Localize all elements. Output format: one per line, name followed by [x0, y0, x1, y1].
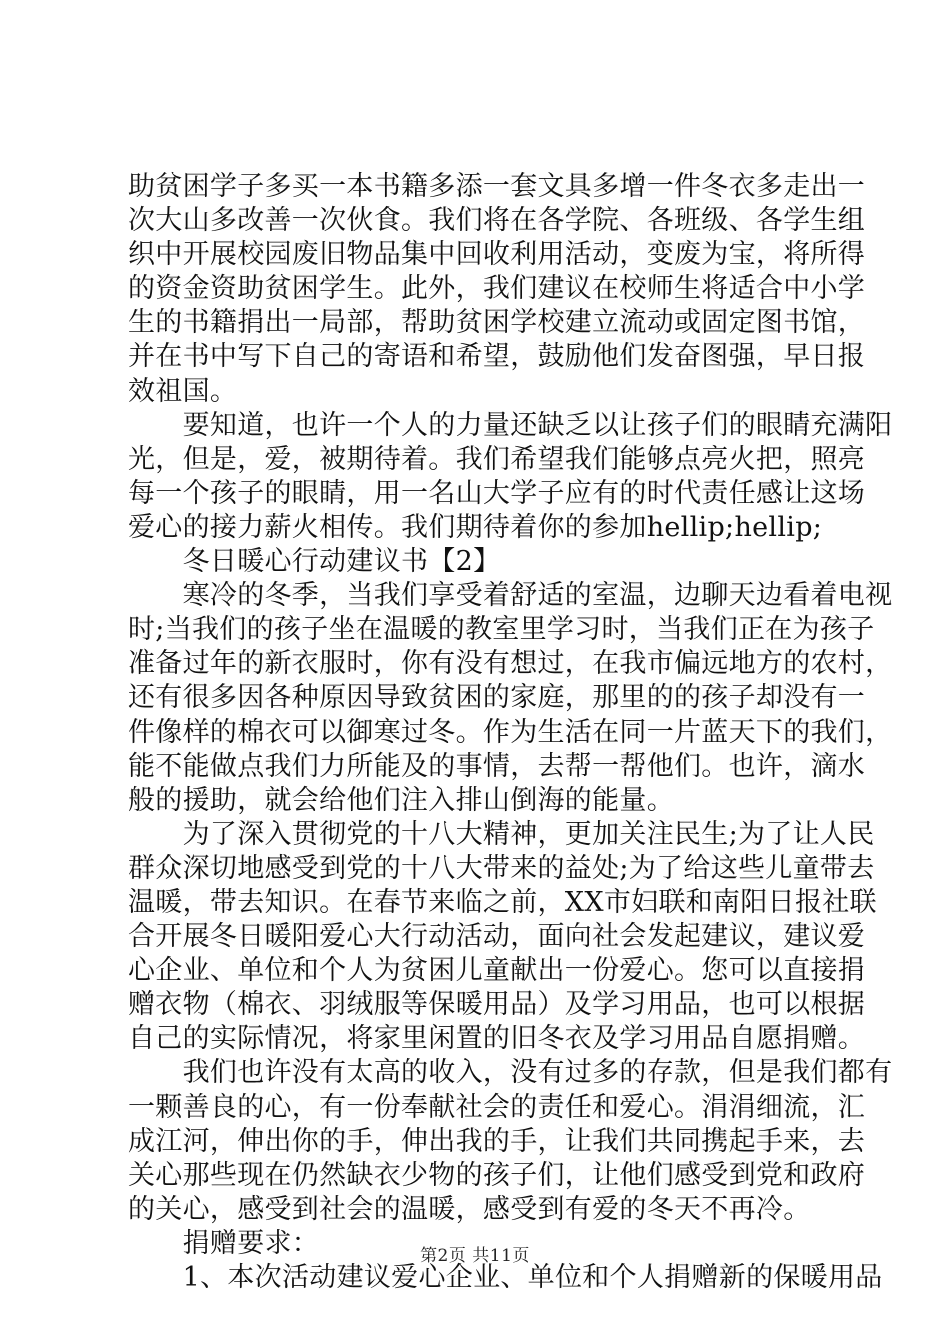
text-line: 每一个孩子的眼睛，用一名山大学子应有的时代责任感让这场: [128, 477, 866, 509]
text-line: 一颗善良的心，有一份奉献社会的责任和爱心。涓涓细流，汇: [128, 1091, 866, 1123]
text-line: 赠衣物（棉衣、羽绒服等保暖用品）及学习用品，也可以根据: [128, 989, 866, 1021]
text-line: 要知道，也许一个人的力量还缺乏以让孩子们的眼睛充满阳: [128, 409, 893, 441]
text-line: 并在书中写下自己的寄语和希望，鼓励他们发奋图强，早日报: [128, 341, 866, 373]
text-line: 关心那些现在仍然缺衣少物的孩子们，让他们感受到党和政府: [128, 1159, 866, 1191]
text-line: 的关心，感受到社会的温暖，感受到有爱的冬天不再冷。: [128, 1193, 811, 1225]
text-line: 还有很多因各种原因导致贫困的家庭，那里的的孩子却没有一: [128, 682, 866, 714]
text-line: 爱心的接力薪火相传。我们期待着你的参加hellip;hellip;: [128, 511, 823, 543]
text-line: 为了深入贯彻党的十八大精神，更加关注民生;为了让人民: [128, 818, 875, 850]
text-line: 准备过年的新衣服时，你有没有想过，在我市偏远地方的农村，: [128, 648, 893, 680]
page-number-footer: 第2页 共11页: [420, 1246, 530, 1266]
text-line: 助贫困学子多买一本书籍多添一套文具多增一件冬衣多走出一: [128, 171, 866, 202]
text-line: 织中开展校园废旧物品集中回收利用活动，变废为宝，将所得: [128, 239, 866, 271]
text-line: 我们也许没有太高的收入，没有过多的存款，但是我们都有: [128, 1057, 893, 1089]
text-line: 成江河，伸出你的手，伸出我的手，让我们共同携起手来，去: [128, 1125, 866, 1157]
text-line: 效祖国。: [128, 375, 238, 407]
text-line: 般的援助，就会给他们注入排山倒海的能量。: [128, 784, 674, 816]
text-line: 时;当我们的孩子坐在温暖的教室里学习时，当我们正在为孩子: [128, 614, 875, 646]
text-line: 件像样的棉衣可以御寒过冬。作为生活在同一片蓝天下的我们，: [128, 716, 893, 748]
text-line: 温暖，带去知识。在春节来临之前，XX市妇联和南阳日报社联: [128, 886, 877, 918]
text-line: 合开展冬日暖阳爱心大行动活动，面向社会发起建议，建议爱: [128, 921, 866, 953]
section-heading: 捐赠要求：: [128, 1227, 320, 1259]
section-heading: 冬日暖心行动建议书【2】: [128, 546, 501, 578]
text-line: 的资金资助贫困学生。此外，我们建议在校师生将适合中小学: [128, 273, 866, 305]
document-body: [128, 170, 893, 1295]
text-line: 自己的实际情况，将家里闲置的旧冬衣及学习用品自愿捐赠。: [128, 1023, 866, 1055]
text-line: 光，但是，爱，被期待着。我们希望我们能够点亮火把，照亮: [128, 443, 866, 475]
text-line: 能不能做点我们力所能及的事情，去帮一帮他们。也许，滴水: [128, 750, 866, 782]
text-line: 心企业、单位和个人为贫困儿童献出一份爱心。您可以直接捐: [128, 955, 866, 987]
text-line: 寒冷的冬季，当我们享受着舒适的室温，边聊天边看着电视: [128, 580, 893, 612]
text-line: 1、本次活动建议爱心企业、单位和个人捐赠新的保暖用品: [128, 1262, 883, 1293]
text-line: 次大山多改善一次伙食。我们将在各学院、各班级、各学生组: [128, 205, 866, 237]
text-line: 生的书籍捐出一局部，帮助贫困学校建立流动或固定图书馆，: [128, 307, 866, 339]
text-line: 群众深切地感受到党的十八大带来的益处;为了给这些儿童带去: [128, 852, 875, 884]
